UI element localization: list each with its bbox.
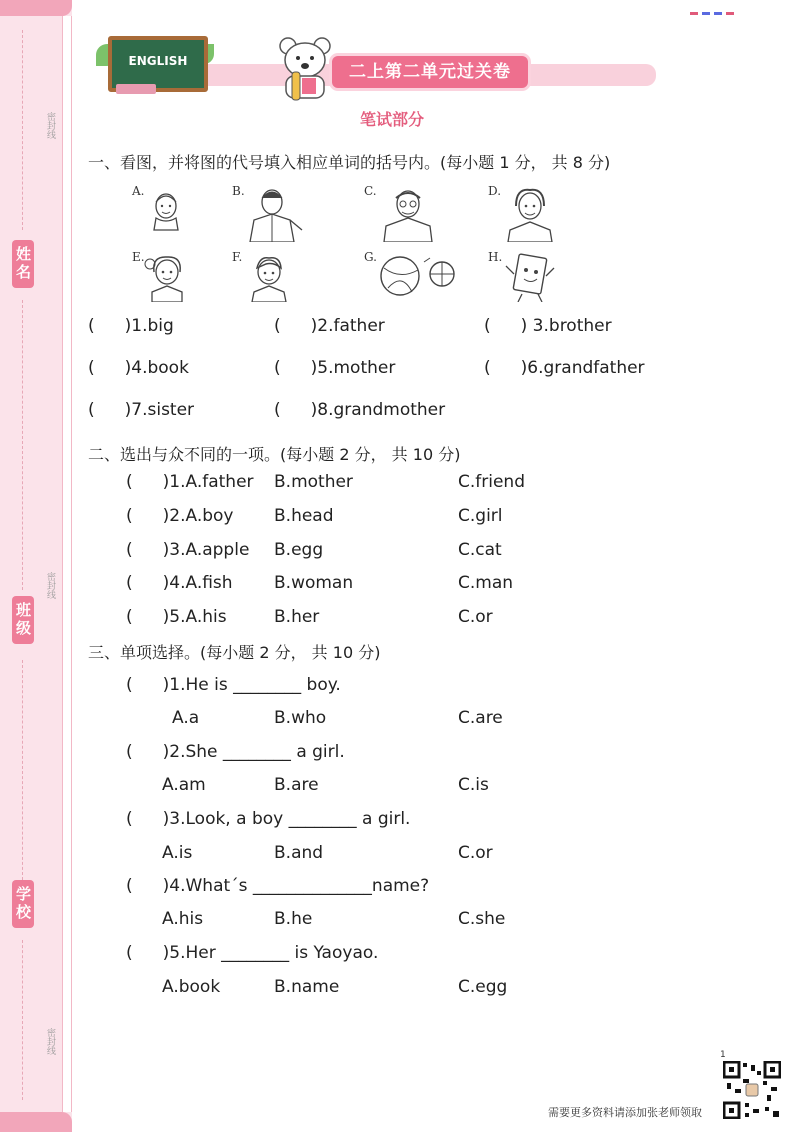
class-label: 班级	[12, 596, 34, 644]
exam-title-box	[332, 56, 528, 88]
book-icon	[504, 252, 556, 302]
option-c: C.she	[458, 909, 506, 929]
answer-paren[interactable]: (	[126, 472, 133, 492]
s2-item-2	[126, 506, 233, 526]
girl-face-icon	[146, 188, 186, 232]
picture-a	[132, 184, 192, 244]
item-text: )2.father	[310, 316, 385, 336]
seal-text: 密封线	[45, 112, 55, 139]
option-c: C.friend	[458, 472, 525, 492]
s2-item-5	[126, 607, 227, 627]
answer-paren[interactable]: (	[484, 358, 491, 378]
option-c: C.are	[458, 708, 503, 728]
answer-paren[interactable]: (	[274, 400, 281, 420]
picture-label: E.	[132, 250, 145, 264]
s1-item-2	[274, 316, 385, 336]
option-a: )1.A.father	[162, 472, 254, 492]
seal-line	[22, 30, 23, 230]
answer-paren[interactable]: (	[274, 358, 281, 378]
option-b: B.he	[274, 909, 313, 929]
option-c: C.man	[458, 573, 514, 593]
answer-paren[interactable]: (	[126, 876, 133, 896]
item-text: )4.book	[124, 358, 189, 378]
seal-text: 密封线	[45, 572, 55, 599]
item-text: )8.grandmother	[310, 400, 446, 420]
question-text: )5.Her ________ is Yaoyao.	[162, 943, 379, 963]
answer-paren[interactable]: (	[274, 316, 281, 336]
option-b: B.are	[274, 775, 319, 795]
header-banner	[86, 14, 666, 104]
picture-label: G.	[364, 250, 377, 264]
seal-line	[22, 660, 23, 880]
s1-item-4	[88, 358, 189, 378]
option-a: )5.A.his	[162, 607, 227, 627]
picture-label: D.	[488, 184, 502, 198]
question-text: )2.She ________ a girl.	[162, 742, 345, 762]
option-c: C.or	[458, 607, 493, 627]
picture-b	[232, 184, 312, 244]
option-b: B.head	[274, 506, 334, 526]
picture-label: B.	[232, 184, 245, 198]
option-c: C.cat	[458, 540, 502, 560]
man-icon	[244, 186, 306, 242]
option-a: )2.A.boy	[162, 506, 234, 526]
option-c: C.egg	[458, 977, 508, 997]
top-color-marks	[690, 0, 750, 3]
picture-d	[488, 184, 568, 244]
s3-question-3	[126, 809, 410, 829]
answer-paren[interactable]: (	[126, 540, 133, 560]
question-text: )1.He is ________ boy.	[162, 675, 341, 695]
sidebar-top-cap	[0, 0, 72, 16]
balls-icon	[378, 252, 460, 298]
item-text: )5.mother	[310, 358, 396, 378]
s1-item-1	[88, 316, 174, 336]
chalkboard-text: ENGLISH	[128, 54, 188, 68]
seal-line	[22, 300, 23, 590]
option-b: B.woman	[274, 573, 354, 593]
footer-note: 需要更多资料请添加张老师领取	[548, 1106, 702, 1119]
school-label: 学校	[12, 880, 34, 928]
answer-paren[interactable]: (	[126, 742, 133, 762]
item-text: )6.grandfather	[520, 358, 645, 378]
option-a: A.book	[162, 977, 221, 997]
subtitle: 笔试部分	[360, 110, 425, 129]
answer-paren[interactable]: (	[88, 358, 95, 378]
page-number: 1	[720, 1050, 726, 1060]
sidebar-bottom-cap	[0, 1112, 72, 1132]
option-c: C.is	[458, 775, 489, 795]
answer-paren[interactable]: (	[126, 943, 133, 963]
option-b: B.and	[274, 843, 324, 863]
section-3-title: 三、单项选择。(每小题 2 分， 共 10 分)	[88, 643, 381, 662]
name-label: 姓名	[12, 240, 34, 288]
answer-paren[interactable]: (	[126, 809, 133, 829]
s3-question-1	[126, 675, 341, 695]
picture-g	[364, 250, 464, 306]
answer-paren[interactable]: (	[484, 316, 491, 336]
picture-h	[488, 250, 568, 306]
s1-item-8	[274, 400, 445, 420]
books-icon	[116, 84, 156, 94]
section-1-title: 一、看图，并将图的代号填入相应单词的括号内。(每小题 1 分， 共 8 分)	[88, 153, 611, 172]
brother-icon	[246, 252, 292, 302]
item-text: )7.sister	[124, 400, 195, 420]
s1-item-3	[484, 316, 612, 336]
option-b: B.name	[274, 977, 340, 997]
picture-c	[364, 184, 444, 244]
option-a: )4.A.fish	[162, 573, 233, 593]
option-a: A.a	[172, 708, 200, 728]
item-text: )1.big	[124, 316, 174, 336]
option-b: B.who	[274, 708, 327, 728]
answer-paren[interactable]: (	[88, 316, 95, 336]
picture-e	[132, 250, 192, 306]
question-text: )4.What´s ______________name?	[162, 876, 430, 896]
answer-paren[interactable]: (	[126, 607, 133, 627]
option-b: B.her	[274, 607, 320, 627]
s2-item-3	[126, 540, 249, 560]
option-b: B.egg	[274, 540, 324, 560]
s1-item-7	[88, 400, 194, 420]
answer-paren[interactable]: (	[126, 506, 133, 526]
s3-question-4	[126, 876, 429, 896]
picture-label: F.	[232, 250, 243, 264]
qr-code-icon[interactable]	[723, 1061, 781, 1119]
answer-paren[interactable]: (	[126, 675, 133, 695]
picture-f	[232, 250, 292, 306]
sidebar-stripe	[62, 16, 72, 1112]
s2-item-1	[126, 472, 254, 492]
seal-text: 密封线	[45, 1028, 55, 1055]
option-a: A.am	[162, 775, 206, 795]
question-text: )3.Look, a boy ________ a girl.	[162, 809, 411, 829]
exam-title: 二上第二单元过关卷	[349, 62, 511, 82]
option-a: )3.A.apple	[162, 540, 250, 560]
section-2-title: 二、选出与众不同的一项。(每小题 2 分， 共 10 分)	[88, 445, 461, 464]
s2-item-4	[126, 573, 233, 593]
answer-paren[interactable]: (	[126, 573, 133, 593]
option-a: A.is	[162, 843, 193, 863]
s3-question-5	[126, 943, 378, 963]
picture-label: C.	[364, 184, 377, 198]
option-a: A.his	[162, 909, 204, 929]
s1-item-6	[484, 358, 645, 378]
grandfather-icon	[378, 186, 440, 242]
picture-label: A.	[132, 184, 145, 198]
picture-label: H.	[488, 250, 503, 264]
s1-item-5	[274, 358, 395, 378]
option-c: C.girl	[458, 506, 503, 526]
item-text: ) 3.brother	[520, 316, 612, 336]
s3-question-2	[126, 742, 345, 762]
seal-line	[22, 940, 23, 1100]
answer-paren[interactable]: (	[88, 400, 95, 420]
bear-mascot-icon	[276, 32, 334, 102]
sister-icon	[142, 252, 192, 302]
option-b: B.mother	[274, 472, 353, 492]
option-c: C.or	[458, 843, 493, 863]
grandmother-icon	[502, 186, 558, 242]
binding-sidebar	[0, 0, 72, 1132]
